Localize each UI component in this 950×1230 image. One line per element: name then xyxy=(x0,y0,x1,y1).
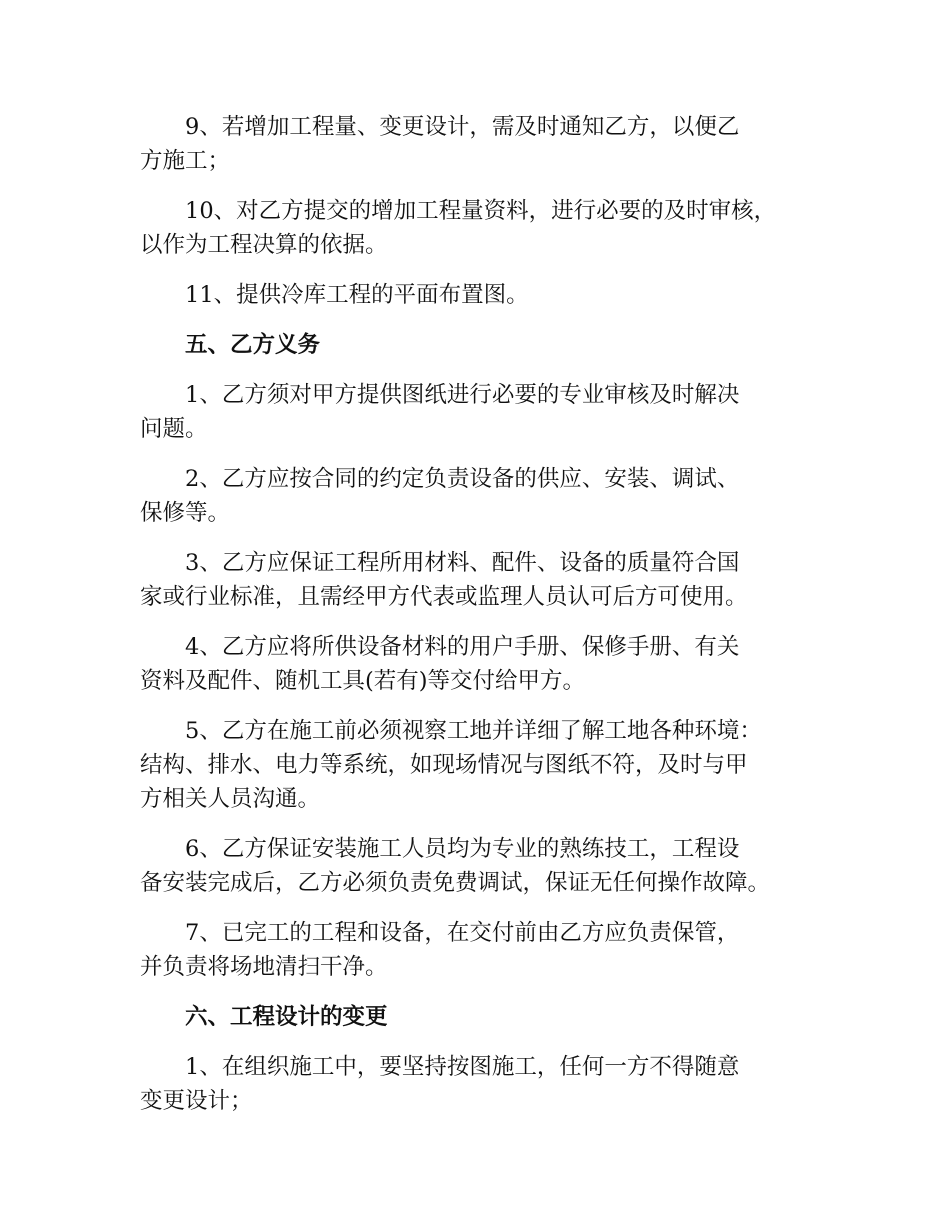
text-line: 1、在组织施工中，要坚持按图施工，任何一方不得随意 xyxy=(185,1054,740,1080)
text-line: 以作为工程决算的依据。 xyxy=(140,232,388,258)
document-page xyxy=(140,110,840,1134)
obligation-1 xyxy=(140,378,840,446)
text-line: 4、乙方应将所供设备材料的用户手册、保修手册、有关 xyxy=(185,634,740,660)
obligation-4 xyxy=(140,630,840,698)
text-line: 方相关人员沟通。 xyxy=(140,786,321,812)
text-line: 家或行业标准，且需经甲方代表或监理人员认可后方可使用。 xyxy=(140,584,748,610)
section-heading-design-change: 六、工程设计的变更 xyxy=(185,1004,388,1030)
text-line: 保修等。 xyxy=(140,500,231,526)
text-line: 3、乙方应保证工程所用材料、配件、设备的质量符合国 xyxy=(185,550,740,576)
text-line: 6、乙方保证安装施工人员均为专业的熟练技工，工程设 xyxy=(185,836,740,862)
clause-9 xyxy=(140,110,840,178)
text-line: 7、已完工的工程和设备，在交付前由乙方应负责保管， xyxy=(185,920,740,946)
text-line: 结构、排水、电力等系统，如现场情况与图纸不符，及时与甲 xyxy=(140,752,748,778)
text-line: 5、乙方在施工前必须视察工地并详细了解工地各种环境： xyxy=(185,718,762,744)
text-line: 问题。 xyxy=(140,416,208,442)
section-heading-obligations: 五、乙方义务 xyxy=(185,332,321,358)
text-line: 2、乙方应按合同的约定负责设备的供应、安装、调试、 xyxy=(185,466,740,492)
obligation-3 xyxy=(140,546,840,614)
text-line: 变更设计； xyxy=(140,1088,253,1114)
text-line: 11、提供冷库工程的平面布置图。 xyxy=(185,282,529,308)
design-change-1 xyxy=(140,1050,840,1118)
clause-10 xyxy=(140,194,840,262)
obligation-5 xyxy=(140,714,840,816)
clause-11 xyxy=(140,278,840,312)
obligation-7 xyxy=(140,916,840,984)
text-line: 并负责将场地清扫干净。 xyxy=(140,954,388,980)
text-line: 备安装完成后，乙方必须负责免费调试，保证无任何操作故障。 xyxy=(140,870,771,896)
text-line: 方施工； xyxy=(140,148,231,174)
text-line: 1、乙方须对甲方提供图纸进行必要的专业审核及时解决 xyxy=(185,382,740,408)
obligation-2 xyxy=(140,462,840,530)
text-line: 10、对乙方提交的增加工程量资料，进行必要的及时审核， xyxy=(185,198,777,224)
text-line: 9、若增加工程量、变更设计，需及时通知乙方，以便乙 xyxy=(185,114,740,140)
text-line: 资料及配件、随机工具(若有)等交付给甲方。 xyxy=(140,668,586,694)
obligation-6 xyxy=(140,832,840,900)
